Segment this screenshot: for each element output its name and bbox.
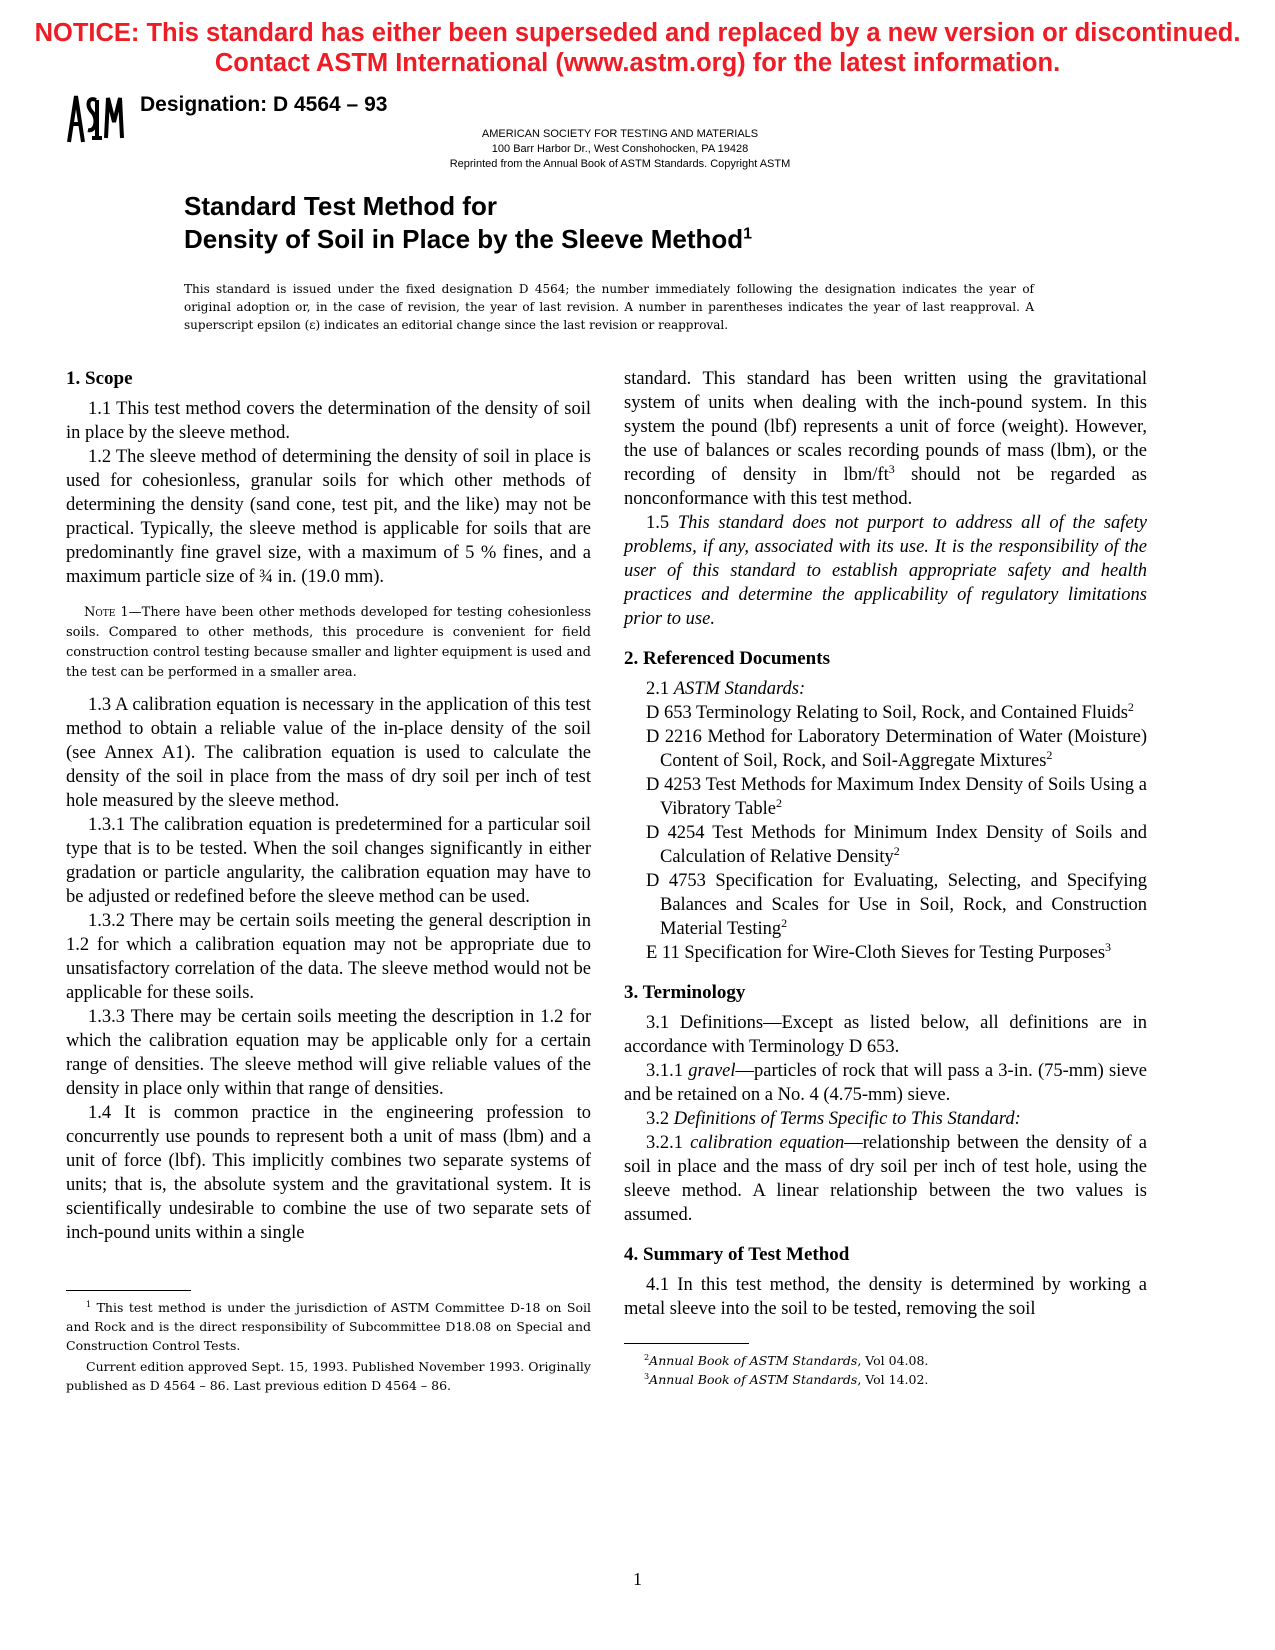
- left-column: [66, 367, 591, 1245]
- para-2-1-number: 2.1: [646, 679, 674, 699]
- footnote-3-mark: 3: [644, 1370, 650, 1381]
- cubic-superscript: 3: [888, 461, 895, 476]
- para-3-1-1: [624, 1059, 1147, 1107]
- footnotes-left: [66, 1298, 591, 1395]
- para-1-3-2: 1.3.2 There may be certain soils meeting the general description in 1.2 for which a calibration equation may not be appropriate due to unsatisfactory correlation of the data. The sleeve method would not be applicable for these soils.: [66, 911, 591, 1003]
- footnote-rule-right: [624, 1343, 749, 1344]
- para-1-3: 1.3 A calibration equation is necessary in the application of this test method to obtain a reliable value of the in-place density of the soil (see Annex A1). The calibration equation is used to calculate the density of the soil in place from the mass of dry soil per inch of test hole measured by the sleeve method.: [66, 695, 591, 811]
- para-1-4: 1.4 It is common practice in the engineering profession to concurrently use pounds to represent both a unit of mass (lbm) and a unit of force (lbf). This implicitly combines two separate systems of units; that is, the absolute system and the gravitational system. It is scientifically undesirable to combine the use of two separate sets of inch-pound units within a single: [66, 1103, 591, 1243]
- summary-heading: 4. Summary of Test Method: [624, 1244, 850, 1265]
- para-3-2-1-text: —relationship between the density of a soil in place and the mass of dry soil per inch of test hole, using the sleeve method. A linear relationship between the two values is assumed.: [624, 1133, 1148, 1225]
- footnote-1-edition: Current edition approved Sept. 15, 1993. Published November 1993. Originally published as D 4564 – 86. Last previous edition D 4564 – 86.: [66, 1359, 591, 1393]
- reprint-note: Reprinted from the Annual Book of ASTM Standards. Copyright ASTM: [449, 158, 791, 170]
- note-1: [66, 603, 591, 683]
- notice-line-2: Contact ASTM International (www.astm.org) for the latest information.: [214, 49, 1061, 77]
- reference-footnote-mark: 3: [1105, 939, 1112, 954]
- term-gravel: gravel: [688, 1061, 736, 1081]
- publisher-name: AMERICAN SOCIETY FOR TESTING AND MATERIALS: [481, 128, 759, 140]
- reference-text: D 4254 Test Methods for Minimum Index Density of Soils and Calculation of Relative Density: [646, 823, 1147, 867]
- right-column: [624, 367, 1147, 1321]
- para-2-1-text: ASTM Standards:: [673, 679, 806, 699]
- publisher-block: [420, 127, 820, 172]
- para-4-1: 4.1 In this test method, the density is determined by working a metal sleeve into the soil to be tested, removing the soil: [624, 1275, 1147, 1319]
- para-2-1: [624, 677, 1147, 701]
- reference-footnote-mark: 2: [893, 843, 900, 858]
- footnote-2-volume: , Vol 04.08.: [857, 1353, 929, 1368]
- para-1-5-text: This standard does not purport to address all of the safety problems, if any, associated with its use. It is the responsibility of the user of this standard to establish appropriate safety and health practices and determine the applicability of regulatory limitations prior to use.: [624, 513, 1147, 629]
- footnotes-right: [624, 1351, 1147, 1389]
- reference-item: [646, 725, 1147, 773]
- reference-footnote-mark: 2: [775, 795, 782, 810]
- para-1-3-1: 1.3.1 The calibration equation is predetermined for a particular soil type that is to be tested. When the soil changes significantly in either gradation or particle angularity, the calibration equation may have to be adjusted or redefined before the sleeve method can be used.: [66, 815, 591, 907]
- publisher-address: 100 Barr Harbor Dr., West Conshohocken, PA 19428: [491, 143, 749, 155]
- footnote-2: [624, 1351, 1147, 1370]
- footnote-1: [66, 1298, 591, 1355]
- para-3-1-1-text: —particles of rock that will pass a 3-in. (75-mm) sieve and be retained on a No. 4 (4.75-mm) sieve.: [624, 1061, 1147, 1105]
- reference-item: [646, 869, 1147, 941]
- scope-heading: 1. Scope: [66, 368, 133, 389]
- footnote-rule-left: [66, 1290, 191, 1291]
- page-number: 1: [633, 1569, 642, 1589]
- para-3-2-number: 3.2: [646, 1109, 674, 1129]
- terminology-heading: 3. Terminology: [624, 982, 746, 1003]
- para-3-2: [624, 1107, 1147, 1131]
- para-3-1: 3.1 Definitions—Except as listed below, all definitions are in accordance with Terminology D 653.: [624, 1013, 1147, 1057]
- reference-item: [646, 941, 1147, 965]
- para-1-1: 1.1 This test method covers the determination of the density of soil in place by the sleeve method.: [66, 399, 591, 443]
- para-3-2-1-number: 3.2.1: [646, 1133, 691, 1153]
- reference-text: D 2216 Method for Laboratory Determination of Water (Moisture) Content of Soil, Rock, and Soil-Aggregate Mixtures: [646, 727, 1147, 771]
- reference-text: D 4253 Test Methods for Maximum Index Density of Soils Using a Vibratory Table: [646, 775, 1147, 819]
- reference-text: E 11 Specification for Wire-Cloth Sieves for Testing Purposes: [646, 943, 1106, 963]
- refdocs-heading: 2. Referenced Documents: [624, 648, 830, 669]
- term-calibration-equation: calibration equation: [690, 1133, 845, 1153]
- preamble: This standard is issued under the fixed designation D 4564; the number immediately following the designation indicates the year of original adoption or, in the case of revision, the year of last revision. A number in parentheses indicates the year of last reapproval. A superscript epsilon (ε) indicates an editorial change since the last revision or reapproval.: [184, 282, 1034, 332]
- para-1-3-3: 1.3.3 There may be certain soils meeting the description in 1.2 for which the calibration equation may be applicable only for a certain range of densities. The sleeve method will give reliable values of the density in place only within that range of densities.: [66, 1007, 591, 1099]
- title-line-1: Standard Test Method for: [184, 191, 497, 221]
- title-footnote-mark: 1: [743, 225, 753, 243]
- reference-text: D 653 Terminology Relating to Soil, Rock, and Contained Fluids: [646, 703, 1128, 723]
- para-1-5: [624, 511, 1147, 631]
- para-1-4-cont-b: should not be regarded as nonconformance with this test method.: [624, 465, 1147, 509]
- title-line-2: [184, 223, 752, 256]
- para-1-4-cont-a: standard. This standard has been written using the gravitational system of units when dealing with the inch-pound system. In this system the pound (lbf) represents a unit of force (weight). However, the use of balances or scales recording pounds of mass (lbm), or the recording of density in lbm/ft: [624, 369, 1147, 485]
- footnote-1-text: This test method is under the jurisdiction of ASTM Committee D-18 on Soil and Rock and is the direct responsibility of Subcommittee D18.08 on Special and Construction Control Tests.: [66, 1300, 591, 1353]
- notice-line-1: NOTICE: This standard has either been superseded and replaced by a new version or discontinued.: [34, 19, 1241, 47]
- para-3-1-1-number: 3.1.1: [646, 1061, 689, 1081]
- para-1-4-continued: [624, 367, 1147, 511]
- reference-footnote-mark: 2: [1046, 747, 1053, 762]
- para-3-2-1: [624, 1131, 1147, 1227]
- para-3-2-text: Definitions of Terms Specific to This Standard:: [673, 1109, 1021, 1129]
- para-1-2: 1.2 The sleeve method of determining the density of soil in place is used for cohesionless, granular soils for which other methods of determining the density (sand cone, test pit, and the like) may not be practical. Typically, the sleeve method is applicable for soils that are predominantly fine gravel size, with a maximum of 5 % fines, and a maximum particle size of ¾ in. (19.0 mm).: [66, 447, 591, 587]
- para-1-5-number: 1.5: [646, 513, 678, 533]
- designation: Designation: D 4564 – 93: [140, 93, 388, 116]
- reference-list: [624, 701, 1147, 965]
- title-line-2-text: Density of Soil in Place by the Sleeve Method: [184, 224, 744, 254]
- footnote-1-mark: 1: [86, 1298, 92, 1309]
- note-1-text: —There have been other methods developed for testing cohesionless soils. Compared to other methods, this procedure is convenient for field construction control testing because smaller and lighter equipment is used and the test can be performed in a smaller area.: [66, 605, 592, 680]
- footnote-2-title: Annual Book of ASTM Standards: [649, 1353, 858, 1368]
- reference-footnote-mark: 2: [781, 915, 788, 930]
- document-title: [184, 190, 752, 256]
- note-1-label: Note 1: [84, 605, 129, 620]
- reference-item: [646, 821, 1147, 869]
- reference-item: [646, 701, 1147, 725]
- supersession-notice: [0, 18, 1275, 78]
- footnote-3: [624, 1370, 1147, 1389]
- reference-footnote-mark: 2: [1127, 699, 1134, 714]
- footnote-3-title: Annual Book of ASTM Standards: [649, 1372, 858, 1387]
- footnote-2-mark: 2: [644, 1351, 650, 1362]
- astm-logo-icon: [66, 92, 124, 144]
- footnote-3-volume: , Vol 14.02.: [857, 1372, 929, 1387]
- reference-text: D 4753 Specification for Evaluating, Selecting, and Specifying Balances and Scales for Use in Soil, Rock, and Construction Material Testing: [646, 871, 1147, 939]
- reference-item: [646, 773, 1147, 821]
